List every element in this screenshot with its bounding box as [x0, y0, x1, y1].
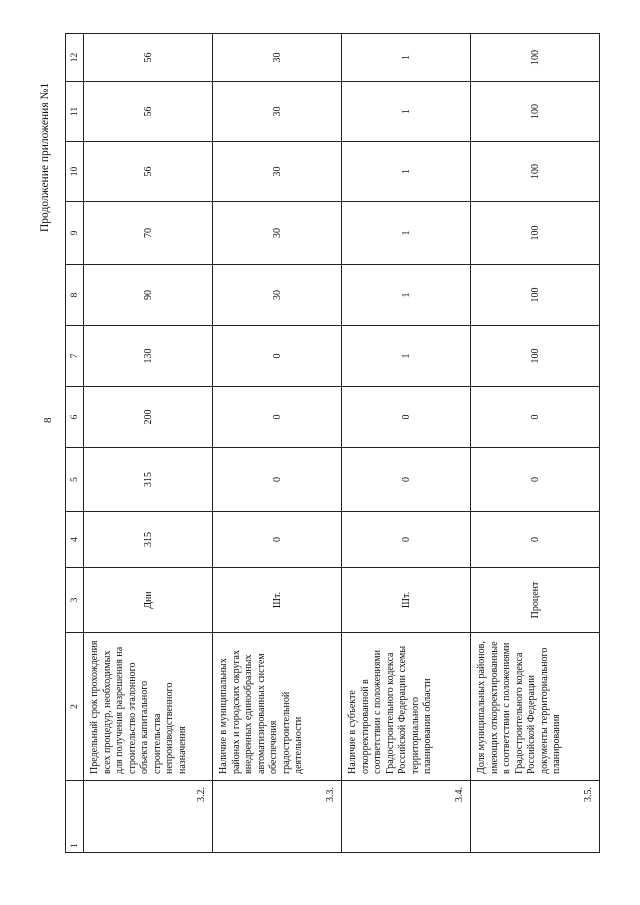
column-number-row	[66, 34, 84, 853]
indicator-name: Доля муниципальных районов, имеющих откорректированные в соответствии с положениями Градостроительного кодекса Российской Федерации документы территориального планирования	[471, 633, 600, 781]
value-cell: 100	[471, 82, 600, 142]
page-number: 8	[42, 417, 54, 423]
value-cell: 0	[471, 387, 600, 448]
value-cell: 0	[342, 448, 471, 512]
value-cell: 90	[84, 265, 213, 326]
value-cell: 30	[213, 34, 342, 82]
value-cell: 0	[342, 512, 471, 568]
unit-cell: Шт.	[213, 568, 342, 633]
column-header: 11	[66, 82, 84, 142]
value-cell: 1	[342, 202, 471, 265]
row-id: 3.5.	[471, 781, 600, 853]
column-header: 8	[66, 265, 84, 326]
value-cell: 1	[342, 326, 471, 387]
value-cell: 30	[213, 82, 342, 142]
column-header: 4	[66, 512, 84, 568]
value-cell: 1	[342, 82, 471, 142]
value-cell: 315	[84, 512, 213, 568]
value-cell: 0	[213, 448, 342, 512]
table-row	[471, 34, 600, 853]
table-row	[84, 34, 213, 853]
indicators-table	[65, 34, 598, 853]
value-cell: 315	[84, 448, 213, 512]
value-cell: 30	[213, 142, 342, 202]
unit-cell: Шт.	[342, 568, 471, 633]
indicator-name: Наличие в муниципальных районах и городских округах внедренных единообразных автоматизированных систем обеспечения градостроительной деятельности	[213, 633, 342, 781]
value-cell: 0	[342, 387, 471, 448]
row-id: 3.4.	[342, 781, 471, 853]
column-header: 12	[66, 34, 84, 82]
column-header: 6	[66, 387, 84, 448]
column-header: 1	[66, 781, 84, 853]
indicator-name: Наличие в субъекте откорректированной в соответствии с положениями Градостроительного кодекса Российской Федерации схемы территориального планирования области	[342, 633, 471, 781]
value-cell: 0	[213, 387, 342, 448]
row-id: 3.2.	[84, 781, 213, 853]
value-cell: 1	[342, 34, 471, 82]
value-cell: 0	[213, 326, 342, 387]
unit-cell: Процент	[471, 568, 600, 633]
value-cell: 56	[84, 142, 213, 202]
table-row	[213, 34, 342, 853]
column-header: 2	[66, 633, 84, 781]
value-cell: 0	[471, 512, 600, 568]
column-header: 7	[66, 326, 84, 387]
value-cell: 100	[471, 34, 600, 82]
value-cell: 56	[84, 34, 213, 82]
value-cell: 100	[471, 142, 600, 202]
column-header: 10	[66, 142, 84, 202]
table-row	[342, 34, 471, 853]
value-cell: 130	[84, 326, 213, 387]
appendix-title: Продолжение приложения №1	[39, 82, 51, 232]
value-cell: 0	[471, 448, 600, 512]
value-cell: 100	[471, 326, 600, 387]
indicator-name: Предельный срок прохождения всех процедур, необходимых для получения разрешения на строительство эталонного объекта капитального строительства непроизводственного назначения	[84, 633, 213, 781]
value-cell: 30	[213, 265, 342, 326]
unit-cell: Дни	[84, 568, 213, 633]
column-header: 3	[66, 568, 84, 633]
row-id: 3.3.	[213, 781, 342, 853]
value-cell: 1	[342, 265, 471, 326]
value-cell: 30	[213, 202, 342, 265]
value-cell: 100	[471, 202, 600, 265]
value-cell: 1	[342, 142, 471, 202]
value-cell: 56	[84, 82, 213, 142]
value-cell: 70	[84, 202, 213, 265]
column-header: 9	[66, 202, 84, 265]
value-cell: 0	[213, 512, 342, 568]
value-cell: 200	[84, 387, 213, 448]
column-header: 5	[66, 448, 84, 512]
value-cell: 100	[471, 265, 600, 326]
